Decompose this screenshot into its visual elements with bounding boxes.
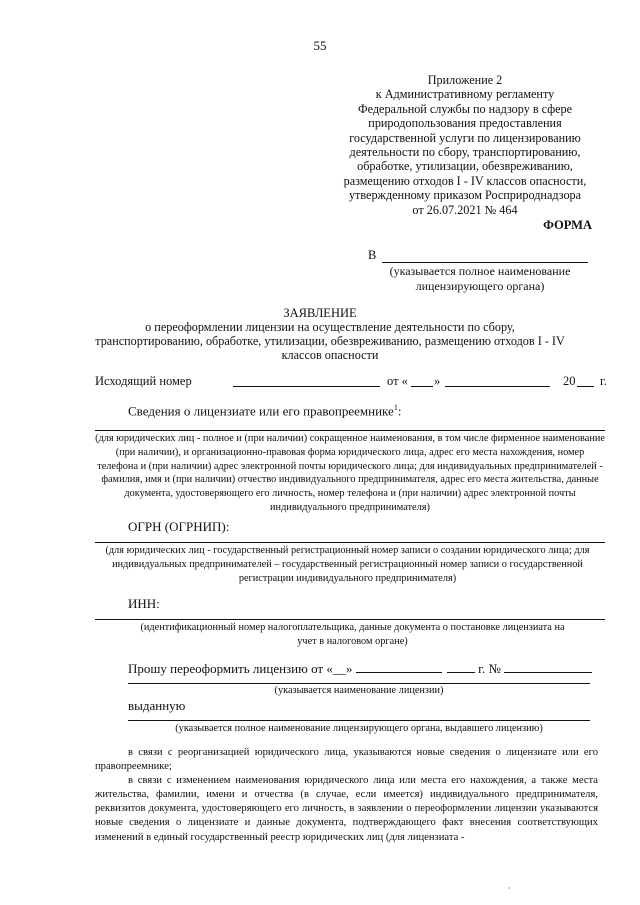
scan-mark: ·: [508, 884, 511, 893]
appendix-line: Приложение 2: [427, 73, 503, 87]
outgoing-day-field[interactable]: [411, 374, 433, 391]
addressee-field[interactable]: [382, 262, 588, 263]
license-name-hint: (указывается наименование лицензии): [274, 685, 444, 696]
ogrn-hint: (для юридических лиц - государственный регистрационный номер записи о создании юридического лица; для индивидуальных предпринимателей – государственный регистрационный номер записи о государственной регистрации индивидуального предпринимателя): [105, 545, 590, 584]
appendix-line: к Административному регламенту: [375, 87, 555, 102]
issuer-field[interactable]: [128, 720, 590, 721]
page-number: 55: [313, 38, 327, 53]
appendix-line: обработке, утилизации, обезвреживанию,: [357, 159, 573, 174]
appendix-line: Федеральной службы по надзору в сфере: [357, 101, 573, 116]
body-text: [95, 746, 598, 845]
licensee-label-text: Сведения о лицензиате или его правопреемнике: [128, 403, 394, 419]
request-number-field[interactable]: [504, 660, 592, 673]
outgoing-close-quote: »: [434, 374, 441, 388]
appendix-line: от 26.07.2021 № 464: [412, 202, 518, 217]
addressee-prefix: В: [368, 248, 377, 262]
appendix-line: природопользования предоставления: [368, 116, 562, 131]
appendix-line: размещению отходов I - IV классов опасности,: [343, 173, 587, 188]
inn-hint: (идентификационный номер налогоплательщика, данные документа о постановке лицензиата на учет в налоговом органе): [140, 622, 565, 647]
outgoing-year-prefix: 20: [563, 374, 576, 388]
body-paragraph: в связи с реорганизацией юридического лица, указываются новые сведения о лицензиате или его правопреемнике;: [95, 747, 598, 773]
appendix-line: утвержденному приказом Росприроднадзора: [348, 188, 582, 203]
licensee-hint: (для юридических лиц - полное и (при наличии) сокращенное наименования, в том числе фирменное наименование (при наличии), и организационно-правовая форма юридического лица, адрес его места нахождения, номер телефона и (при наличии) адрес электронной почты юридического лица; для индивидуальных предпринимателей - фамилия, имя и (при наличии) отчество индивидуального предпринимателя, адрес его места жительства, данные документа, удостоверяющего его личность, номер телефона и (при наличии) адрес электронной почты индивидуального предпринимателя): [95, 433, 605, 513]
addressee-hint-line: лицензирующего органа): [415, 278, 545, 293]
outgoing-year-field[interactable]: [577, 374, 594, 391]
outgoing-month-field[interactable]: [445, 374, 550, 391]
footnote-mark: 1: [393, 403, 398, 412]
inn-label: ИНН:: [128, 596, 160, 611]
request-month-field[interactable]: [356, 660, 442, 673]
form-label: ФОРМА: [543, 218, 592, 232]
issuer-hint: (указывается полное наименование лицензирующего органа, выдавшего лицензию): [175, 723, 543, 734]
licensee-field[interactable]: [95, 430, 605, 431]
appendix-line: государственной услуги по лицензированию: [349, 130, 581, 145]
addressee-hint-line: (указывается полное наименование: [389, 264, 571, 278]
outgoing-number-field[interactable]: [233, 374, 380, 391]
issued-label: выданную: [128, 698, 186, 713]
request-year-field[interactable]: [447, 660, 475, 673]
request-text: Прошу переоформить лицензию от «__»: [128, 661, 353, 676]
addressee-hint: [360, 264, 600, 293]
request-year-mark: г.: [478, 661, 486, 676]
request-number-mark: №: [488, 661, 501, 676]
outgoing-number-label: Исходящий номер: [95, 374, 192, 388]
licensee-colon: :: [397, 403, 402, 419]
outgoing-year-suffix: г.: [600, 374, 607, 388]
body-paragraph: в связи с изменением наименования юридического лица или места его нахождения, а также места жительства, фамилии, имени и отчества (в случае, если имеется) индивидуального предпринимателя, реквизитов документа, удостоверяющего его личность, в заявлении о переоформлении лицензии указываются новые сведения о лицензиате и данные документа, подтверждающего факт внесения соответствующих изменений в единый государственный реестр юридических лиц (для лицензиата -: [95, 775, 598, 843]
request-row: [128, 660, 592, 677]
inn-field[interactable]: [95, 619, 605, 620]
licensee-label: [128, 403, 401, 419]
ogrn-field[interactable]: [95, 542, 605, 543]
document-subtitle: о переоформлении лицензии на осуществление деятельности по сбору, транспортированию, обработке, утилизации, обезвреживанию, размещению отходов I - IV классов опасности: [95, 320, 565, 363]
outgoing-date-from: от «: [387, 374, 408, 388]
document-title: ЗАЯВЛЕНИЕ: [283, 306, 357, 320]
appendix-block: [330, 73, 600, 217]
ogrn-label: ОГРН (ОГРНИП):: [128, 519, 230, 534]
appendix-line: деятельности по сбору, транспортированию,: [349, 145, 581, 160]
